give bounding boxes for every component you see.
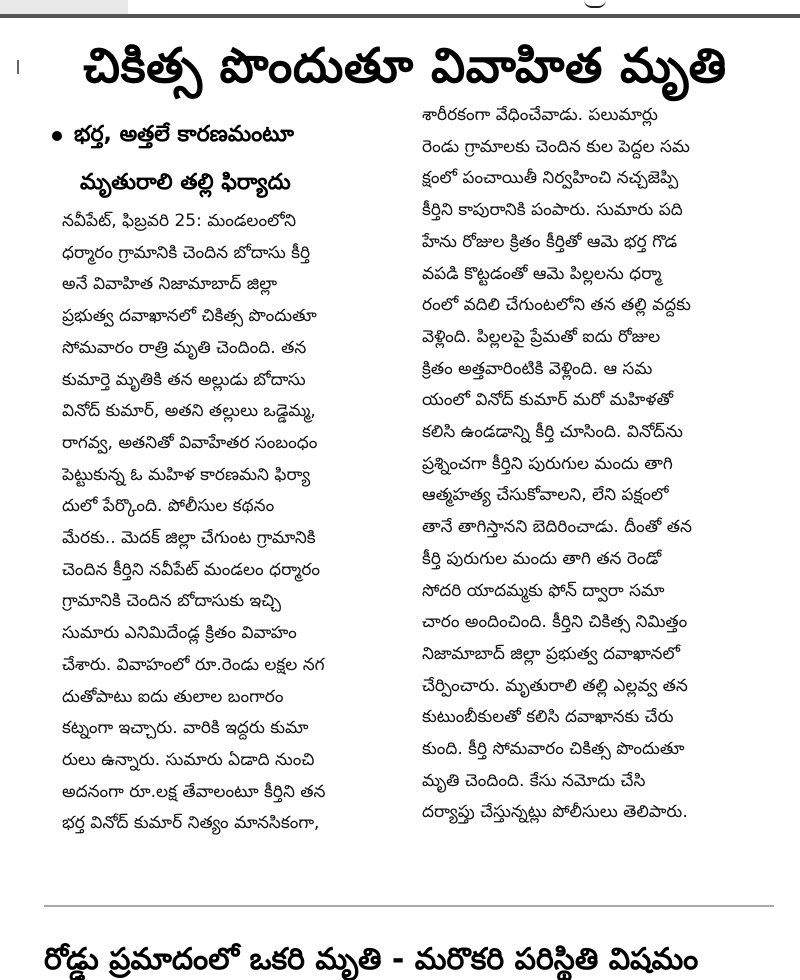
body-line: దర్యాప్తు చేస్తున్నట్లు పోలీసులు తెలిపారు. [422, 802, 688, 823]
body-line: భర్త వినోద్ కుమార్ నిత్యం మానసికంగా, [62, 813, 320, 834]
body-line: హేను రోజుల క్రితం కీర్తితో ఆమె భర్త గొడ [422, 231, 678, 252]
body-line: కీర్తి పురుగుల మందు తాగి తన రెండో [422, 548, 662, 569]
article-headline: చికిత్స పొందుతూ వివాహిత మృతి [83, 38, 727, 94]
section-divider [44, 905, 774, 907]
body-line: కీర్తిని కాపురానికి పంపారు. సుమారు పది [422, 200, 683, 221]
body-line: వపడి కొట్టడంతో ఆమె పిల్లలను ధర్మా [422, 263, 662, 284]
body-line: ప్రశ్నించగా కీర్తిని పురుగుల మందు తాగి [422, 453, 673, 474]
top-rule [0, 14, 800, 18]
body-line: సుమారు ఎనిమిదేండ్ల క్రితం వివాహం [62, 623, 297, 644]
body-line: కలిసి ఉండడాన్ని కీర్తి చూసింది. వినోద్‌ను [422, 422, 683, 443]
body-line: సోదరి యాదమ్మకు ఫోన్ ద్వారా సమా [422, 580, 665, 601]
body-line: క్షంలో పంచాయితీ నిర్వహించి నచ్చజెప్పి [422, 168, 679, 189]
body-line: కుటుంబీకులతో కలిసి దవాఖానకు చేరు [422, 707, 674, 728]
body-line: రెండు గ్రామాలకు చెందిన కుల పెద్దల సమ [422, 136, 690, 157]
article-body-right-column [422, 100, 774, 829]
body-line: రులు ఉన్నారు. సుమారు ఏడాది నుంచి [62, 749, 315, 770]
body-line: దుతోపాటు ఐదు తులాల బంగారం [62, 686, 284, 707]
body-line: దులో పేర్కొంది. పోలీసుల కథనం [62, 496, 275, 517]
body-line: పెట్టుకున్న ఓ మహిళ కారణమని ఫిర్యా [62, 464, 311, 485]
body-line: కట్నంగా ఇచ్చారు. వారికి ఇద్దరు కుమా [62, 718, 309, 739]
body-line: మేరకు.. మెదక్ జిల్లా చేగుంట గ్రామానికి [62, 528, 316, 549]
body-line: వెళ్లింది. పిల్లలపై ప్రేమతో ఐదు రోజుల [422, 326, 661, 347]
body-line: ప్రభుత్వ దవాఖానలో చికిత్స పొందుతూ [62, 306, 317, 327]
body-line: మృతి చెందింది. కేసు నమోదు చేసి [422, 770, 646, 791]
body-line: సోమవారం రాత్రి మృతి చెందింది. తన [62, 337, 307, 358]
left-margin-tick [17, 60, 19, 74]
body-line: చెందిన కీర్తిని నవీపేట్ మండలం ధర్మారం [62, 559, 321, 580]
body-line: రంలో వదిలి చేగుంటలోని తన తల్లి వద్దకు [422, 295, 691, 316]
body-line: చేర్పించారు. మృతురాలి తల్లి ఎల్లవ్వ తన [422, 675, 688, 696]
body-line: చేశారు. వివాహంలో రూ.రెండు లక్షల నగ [62, 654, 325, 675]
body-line: తానే తాగిస్తానని బెదిరించాడు. దీంతో తన [422, 517, 692, 538]
body-line: కుంది. కీర్తి సోమవారం చికిత్స పొందుతూ [422, 739, 685, 760]
subheading-1: భర్త, అత్తలే కారణమంటూ [74, 122, 294, 147]
body-line: యంలో వినోద్ కుమార్ మరో మహిళతో [422, 390, 674, 411]
article-body-left-column [62, 206, 400, 840]
body-line: క్రితం అత్తవారింటికి వెళ్లింది. ఆ సమ [422, 358, 653, 379]
body-line: అదనంగా రూ.లక్ష తేవాలంటూ కీర్తిని తన [62, 781, 326, 802]
body-line: గ్రామానికి చెందిన బోదాసుకు ఇచ్చి [62, 591, 282, 612]
body-line: వినోద్ కుమార్, అతని తల్లులు ఒడ్డెమ్మ, [62, 401, 316, 422]
top-right-mark [584, 0, 606, 8]
body-line: నవీపేట్, ఫిబ్రవరి 25: మండలంలోని [62, 211, 297, 231]
body-line: రాగవ్వ, అతనితో వివాహేతర సంబంధం [62, 432, 318, 453]
body-line: నిజామాబాద్ జిల్లా ప్రభుత్వ దవాఖానలో [422, 643, 680, 664]
body-line: శారీరకంగా వేధించేవాడు. పలుమార్లు [422, 105, 658, 125]
subheading-2: మృతురాలి తల్లి ఫిర్యాదు [80, 170, 291, 195]
body-line: కుమార్తె మృతికి తన అల్లుడు బోదాసు [62, 369, 306, 390]
body-line: ధర్మారం గ్రామానికి చెందిన బోదాసు కీర్తి [62, 242, 311, 263]
top-left-tab [0, 0, 128, 14]
body-line: చారం అందించింది. కీర్తిని చికిత్స నిమిత్తం [422, 612, 688, 633]
body-line: అనే వివాహిత నిజామాబాద్ జిల్లా [62, 274, 277, 295]
bullet-icon [52, 131, 62, 141]
body-line: ఆత్మహత్య చేసుకోవాలని, లేని పక్షంలో [422, 485, 669, 506]
next-article-headline: రోడ్డు ప్రమాదంలో ఒకరి మృతి - మరొకరి పరిస్థితి విషమం [44, 942, 699, 977]
